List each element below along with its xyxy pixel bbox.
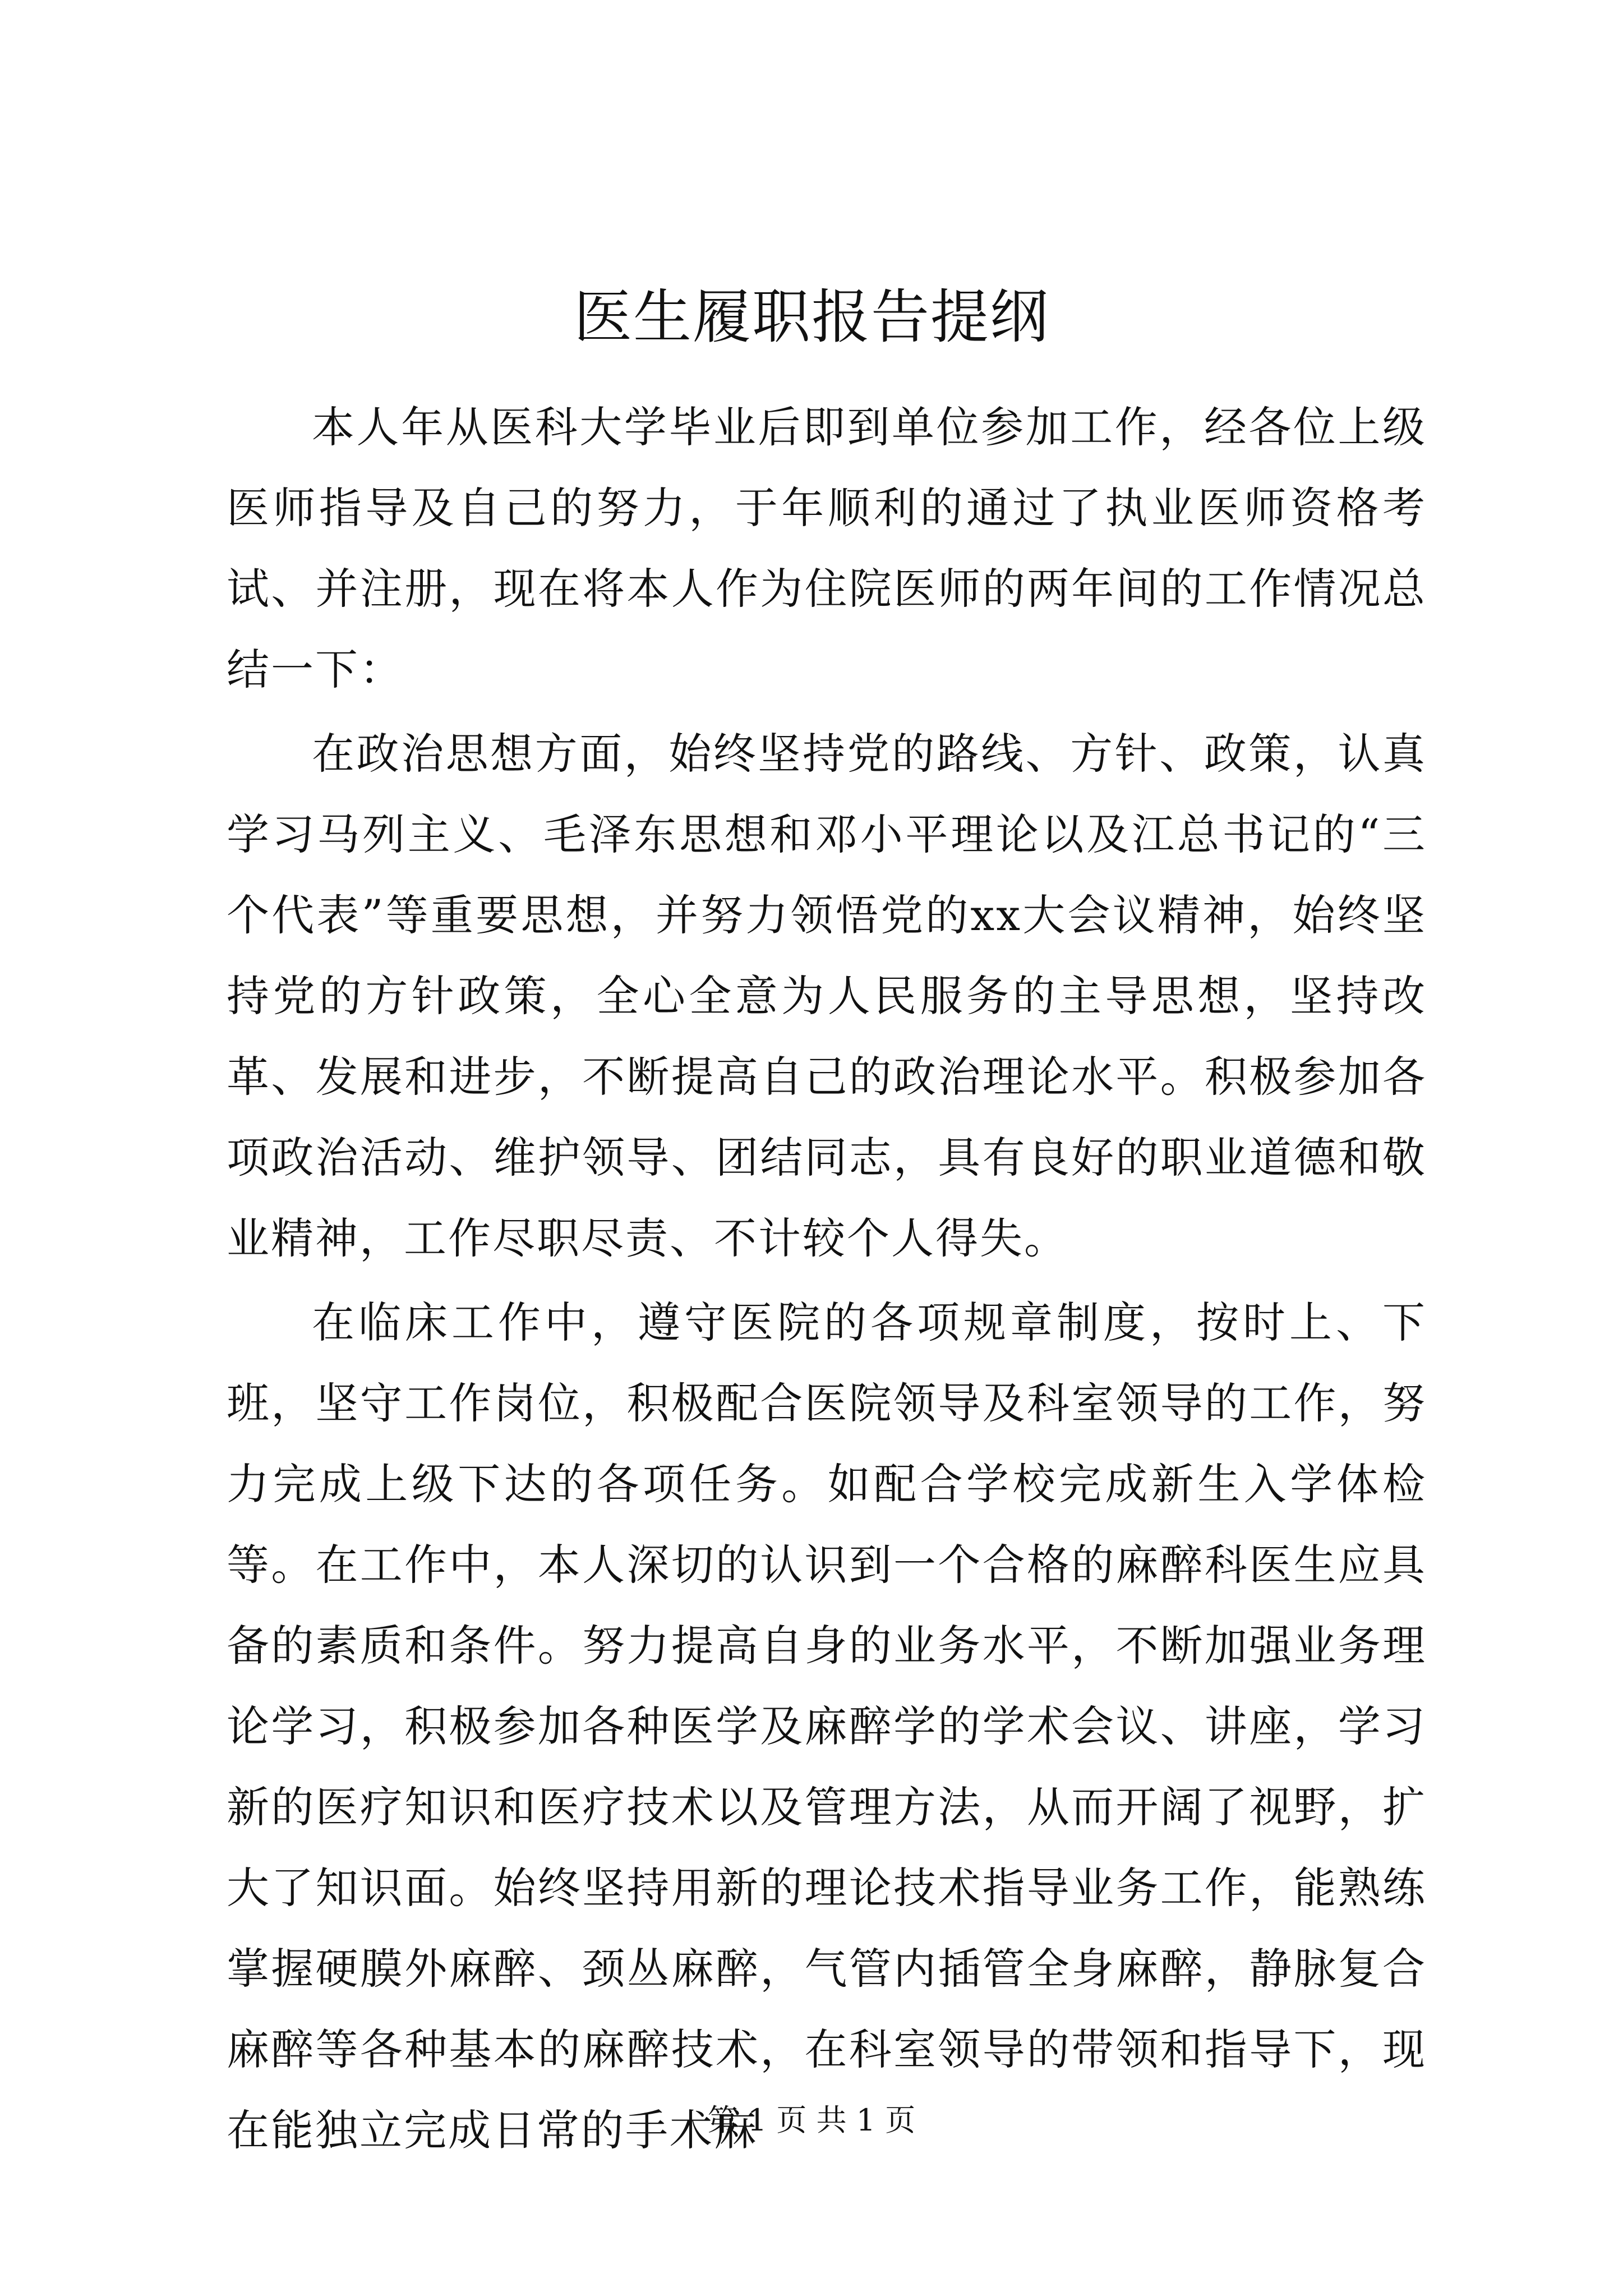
document-body bbox=[227, 387, 1427, 2171]
document-title: 医生履职报告提纲 bbox=[573, 283, 1049, 351]
page-footer: 第 1 页 共 1 页 bbox=[707, 2102, 916, 2138]
paragraph-political: 在政治思想方面，始终坚持党的路线、方针、政策，认真学习马列主义、毛泽东思想和邓小平理论以及江总书记的“三个代表”等重要思想，并努力领悟党的xx大会议精神，始终坚持党的方针政策，全心全意为人民服务的主导思想，坚持改革、发展和进步，不断提高自己的政治理论水平。积极参加各项政治活动、维护领导、团结同志，具有良好的职业道德和敬业精神，工作尽职尽责、不计较个人得失。 bbox=[227, 729, 1427, 1263]
paragraph-clinical: 在临床工作中，遵守医院的各项规章制度，按时上、下班，坚守工作岗位，积极配合医院领导及科室领导的工作，努力完成上级下达的各项任务。如配合学校完成新生入学体检等。在工作中，本人深切的认识到一个合格的麻醉科医生应具备的素质和条件。努力提高自身的业务水平，不断加强业务理论学习，积极参加各种医学及麻醉学的学术会议、讲座，学习新的医疗知识和医疗技术以及管理方法，从而开阔了视野，扩大了知识面。始终坚持用新的理论技术指导业务工作，能熟练掌握硬膜外麻醉、颈丛麻醉，气管内插管全身麻醉，静脉复合麻醉等各种基本的麻醉技术，在科室领导的带领和指导下，现在能独立完成日常的手术麻 bbox=[227, 1297, 1427, 2155]
paragraph-intro: 本人年从医科大学毕业后即到单位参加工作，经各位上级医师指导及自己的努力，于年顺利的通过了执业医师资格考试、并注册，现在将本人作为住院医师的两年间的工作情况总结一下： bbox=[227, 402, 1427, 694]
